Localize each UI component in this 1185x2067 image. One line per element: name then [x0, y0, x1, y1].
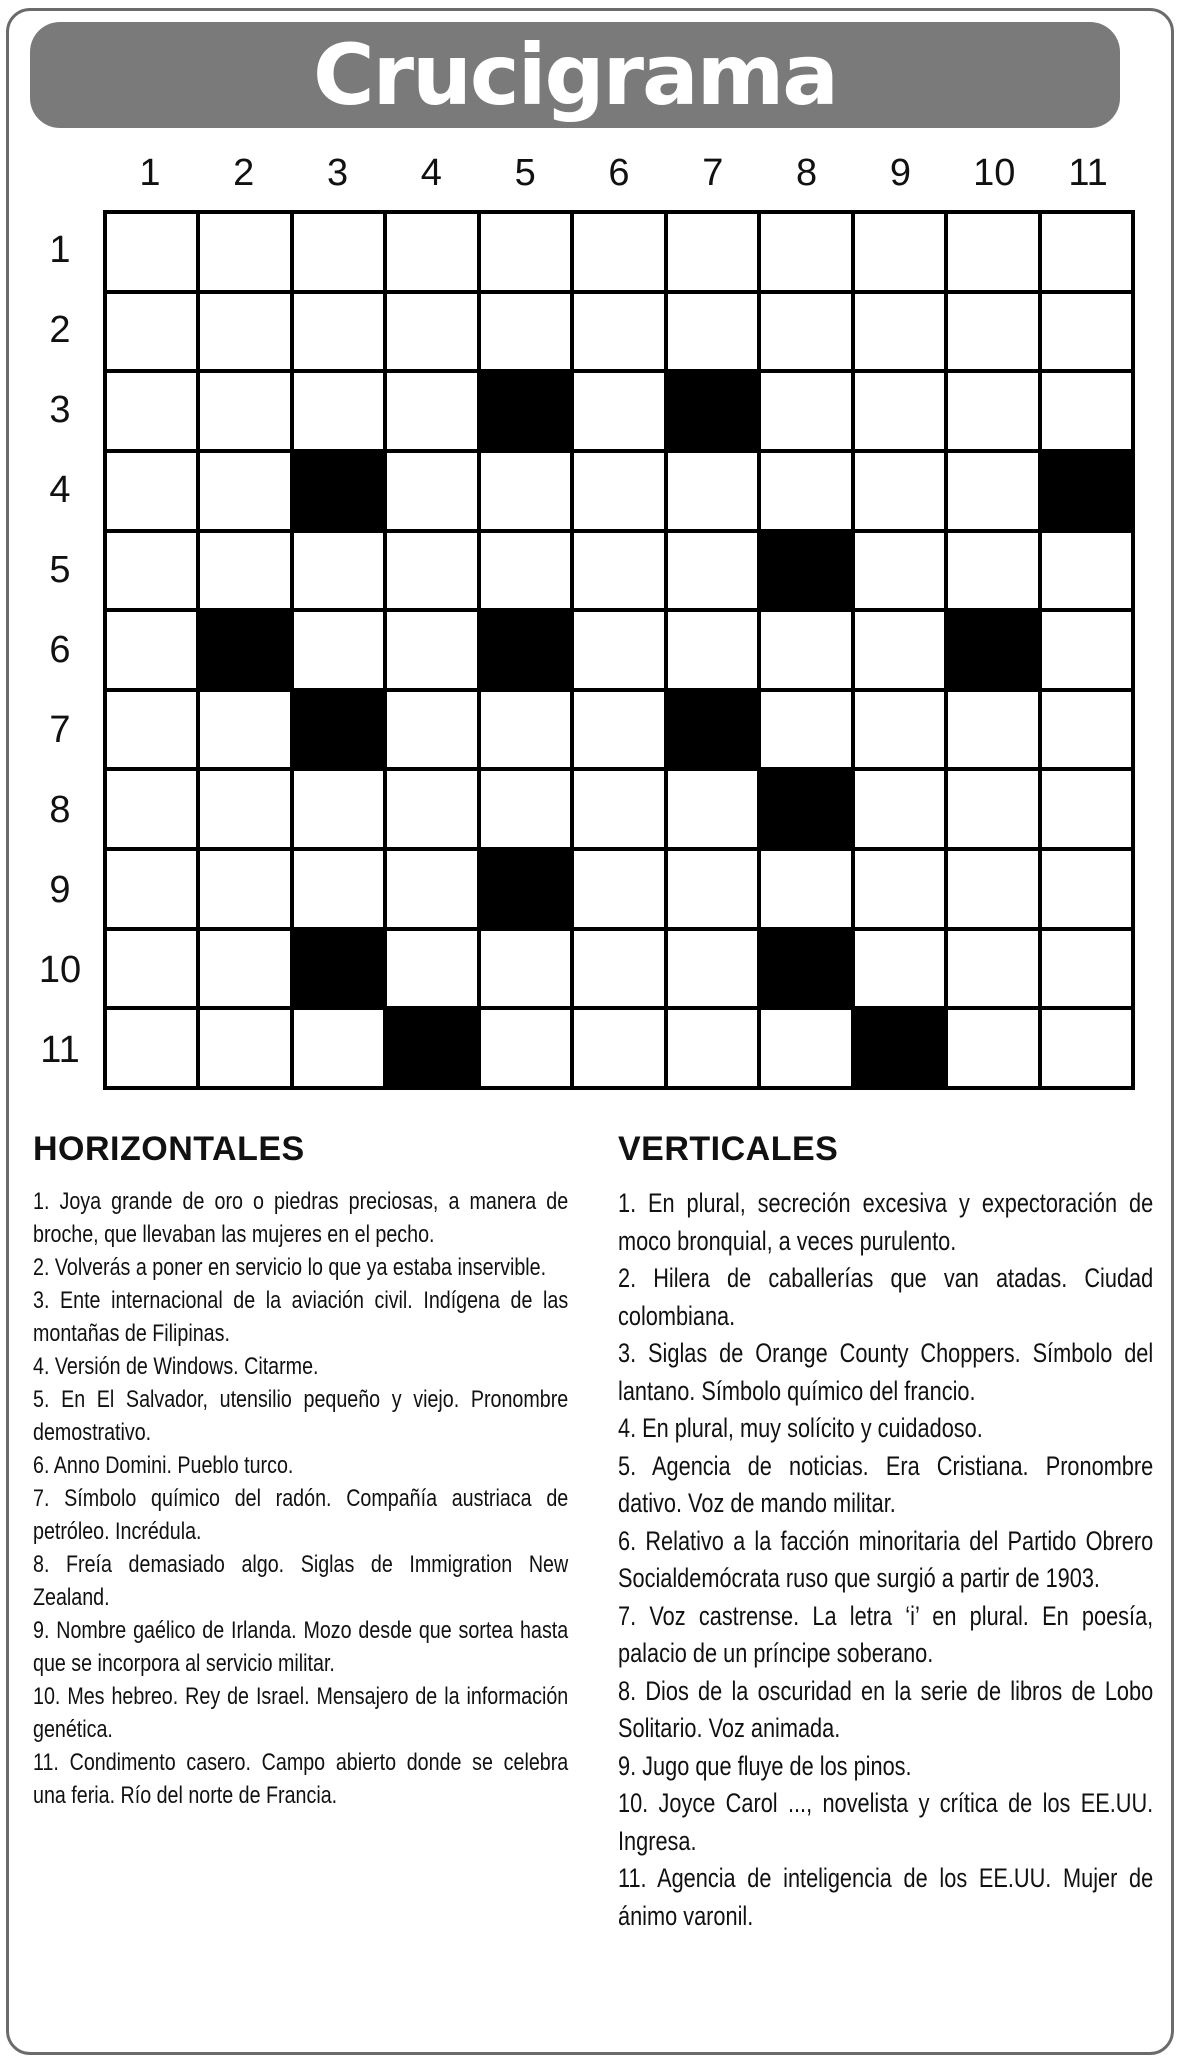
column-number: 6: [608, 152, 630, 194]
black-cell: [481, 612, 570, 688]
clue-item: 10. Joyce Carol ..., novelista y crítica de los EE.UU. Ingresa.: [618, 1788, 1154, 1856]
black-cell: [200, 612, 289, 688]
verticales-heading: VERTICALES: [618, 1130, 839, 1168]
letter-cell[interactable]: [481, 453, 570, 529]
clue-item: 4. Versión de Windows. Citarme.: [33, 1353, 319, 1380]
black-cell: [294, 931, 383, 1007]
letter-cell[interactable]: [294, 294, 383, 370]
letter-cell[interactable]: [294, 771, 383, 847]
column-number: 10: [973, 152, 1016, 194]
letter-cell[interactable]: [574, 214, 663, 290]
letter-cell[interactable]: [294, 373, 383, 449]
letter-cell[interactable]: [855, 294, 944, 370]
letter-cell[interactable]: [387, 214, 476, 290]
letter-cell[interactable]: [107, 373, 196, 449]
row-number: 8: [49, 789, 71, 831]
clue-item: 2. Volverás a poner en servicio lo que ya estaba inservible.: [33, 1254, 547, 1281]
letter-cell[interactable]: [387, 771, 476, 847]
letter-cell[interactable]: [1042, 533, 1131, 609]
column-number: 1: [139, 152, 161, 194]
letter-cell[interactable]: [574, 533, 663, 609]
letter-cell[interactable]: [107, 294, 196, 370]
letter-cell[interactable]: [107, 453, 196, 529]
black-cell: [294, 692, 383, 768]
letter-cell[interactable]: [668, 851, 757, 927]
crossword-grid: [103, 210, 1135, 1090]
letter-cell[interactable]: [574, 373, 663, 449]
letter-cell[interactable]: [200, 771, 289, 847]
column-number: 2: [233, 152, 255, 194]
black-cell: [668, 692, 757, 768]
row-number: 10: [38, 949, 82, 991]
column-number: 11: [1068, 152, 1108, 194]
letter-cell[interactable]: [387, 373, 476, 449]
letter-cell[interactable]: [761, 851, 850, 927]
letter-cell[interactable]: [200, 851, 289, 927]
clue-item: 6. Anno Domini. Pueblo turco.: [33, 1452, 294, 1479]
letter-cell[interactable]: [200, 373, 289, 449]
page-title: Crucigrama: [313, 26, 837, 124]
letter-cell[interactable]: [855, 771, 944, 847]
letter-cell[interactable]: [948, 294, 1037, 370]
letter-cell[interactable]: [668, 294, 757, 370]
letter-cell[interactable]: [200, 453, 289, 529]
letter-cell[interactable]: [200, 1010, 289, 1086]
column-number: 8: [796, 152, 818, 194]
letter-cell[interactable]: [200, 533, 289, 609]
letter-cell[interactable]: [574, 692, 663, 768]
letter-cell[interactable]: [200, 214, 289, 290]
letter-cell[interactable]: [1042, 214, 1131, 290]
letter-cell[interactable]: [1042, 294, 1131, 370]
letter-cell[interactable]: [387, 692, 476, 768]
black-cell: [668, 373, 757, 449]
letter-cell[interactable]: [761, 692, 850, 768]
column-number: 9: [889, 152, 912, 194]
letter-cell[interactable]: [948, 851, 1037, 927]
letter-cell[interactable]: [948, 931, 1037, 1007]
letter-cell[interactable]: [761, 294, 850, 370]
letter-cell[interactable]: [294, 1010, 383, 1086]
letter-cell[interactable]: [387, 612, 476, 688]
clue-item: 8. Freía demasiado algo. Siglas de Immigration New Zealand.: [33, 1551, 569, 1611]
black-cell: [1042, 453, 1131, 529]
letter-cell[interactable]: [855, 692, 944, 768]
letter-cell[interactable]: [948, 771, 1037, 847]
letter-cell[interactable]: [481, 294, 570, 370]
clue-item: 6. Relativo a la facción minoritaria del Partido Obrero Socialdemócrata ruso que surgió a partir de 1903.: [618, 1525, 1154, 1593]
letter-cell[interactable]: [761, 373, 850, 449]
clue-item: 10. Mes hebreo. Rey de Israel. Mensajero de la información genética.: [33, 1683, 569, 1743]
letter-cell[interactable]: [294, 851, 383, 927]
letter-cell[interactable]: [668, 612, 757, 688]
letter-cell[interactable]: [387, 533, 476, 609]
clue-item: 1. Joya grande de oro o piedras preciosas, a manera de broche, que llevaban las mujeres en el pecho.: [33, 1188, 569, 1248]
letter-cell[interactable]: [668, 533, 757, 609]
row-number: 1: [49, 229, 71, 271]
letter-cell[interactable]: [574, 851, 663, 927]
clue-item: 1. En plural, secreción excesiva y expectoración de moco bronquial, a veces purulento.: [618, 1188, 1154, 1256]
black-cell: [855, 1010, 944, 1086]
letter-cell[interactable]: [574, 453, 663, 529]
letter-cell[interactable]: [1042, 612, 1131, 688]
letter-cell[interactable]: [294, 533, 383, 609]
letter-cell[interactable]: [855, 931, 944, 1007]
letter-cell[interactable]: [668, 214, 757, 290]
letter-cell[interactable]: [1042, 851, 1131, 927]
letter-cell[interactable]: [294, 214, 383, 290]
black-cell: [761, 931, 850, 1007]
letter-cell[interactable]: [1042, 1010, 1131, 1086]
letter-cell[interactable]: [200, 931, 289, 1007]
black-cell: [387, 1010, 476, 1086]
letter-cell[interactable]: [200, 692, 289, 768]
letter-cell[interactable]: [668, 771, 757, 847]
row-number: 5: [49, 549, 71, 591]
column-number: 3: [326, 152, 349, 194]
letter-cell[interactable]: [761, 1010, 850, 1086]
letter-cell[interactable]: [855, 533, 944, 609]
letter-cell[interactable]: [107, 1010, 196, 1086]
column-number: 4: [420, 152, 442, 194]
column-number: 7: [702, 152, 724, 194]
letter-cell[interactable]: [107, 851, 196, 927]
letter-cell[interactable]: [948, 373, 1037, 449]
clue-item: 7. Símbolo químico del radón. Compañía austriaca de petróleo. Incrédula.: [33, 1485, 569, 1545]
row-number: 2: [49, 309, 71, 351]
clue-item: 3. Ente internacional de la aviación civil. Indígena de las montañas de Filipinas.: [33, 1287, 569, 1347]
row-number: 9: [49, 869, 71, 911]
letter-cell[interactable]: [387, 931, 476, 1007]
letter-cell[interactable]: [107, 771, 196, 847]
letter-cell[interactable]: [574, 1010, 663, 1086]
clue-item: 9. Jugo que fluye de los pinos.: [618, 1750, 912, 1781]
letter-cell[interactable]: [855, 453, 944, 529]
letter-cell[interactable]: [761, 214, 850, 290]
black-cell: [761, 533, 850, 609]
letter-cell[interactable]: [481, 1010, 570, 1086]
letter-cell[interactable]: [481, 533, 570, 609]
letter-cell[interactable]: [948, 453, 1037, 529]
horizontales-section: [33, 1130, 568, 1812]
letter-cell[interactable]: [107, 612, 196, 688]
letter-cell[interactable]: [574, 931, 663, 1007]
letter-cell[interactable]: [668, 1010, 757, 1086]
black-cell: [481, 851, 570, 927]
letter-cell[interactable]: [481, 692, 570, 768]
letter-cell[interactable]: [387, 851, 476, 927]
letter-cell[interactable]: [107, 692, 196, 768]
verticales-list: [618, 1185, 1153, 1935]
letter-cell[interactable]: [761, 453, 850, 529]
letter-cell[interactable]: [855, 612, 944, 688]
letter-cell[interactable]: [481, 771, 570, 847]
clue-item: 3. Siglas de Orange County Choppers. Símbolo del lantano. Símbolo químico del francio.: [618, 1338, 1154, 1406]
clue-item: 4. En plural, muy solícito y cuidadoso.: [618, 1413, 983, 1443]
letter-cell[interactable]: [1042, 771, 1131, 847]
letter-cell[interactable]: [855, 373, 944, 449]
letter-cell[interactable]: [481, 214, 570, 290]
letter-cell[interactable]: [387, 453, 476, 529]
clue-item: 11. Condimento casero. Campo abierto donde se celebra una feria. Río del norte de Francia.: [33, 1749, 569, 1809]
letter-cell[interactable]: [1042, 692, 1131, 768]
clue-item: 5. Agencia de noticias. Era Cristiana. Pronombre dativo. Voz de mando militar.: [618, 1450, 1154, 1518]
letter-cell[interactable]: [294, 612, 383, 688]
letter-cell[interactable]: [574, 612, 663, 688]
column-numbers: [103, 148, 1135, 198]
clue-item: 2. Hilera de caballerías que van atadas. Ciudad colombiana.: [618, 1263, 1154, 1331]
letter-cell[interactable]: [107, 533, 196, 609]
row-number: 7: [49, 709, 71, 751]
letter-cell[interactable]: [948, 214, 1037, 290]
letter-cell[interactable]: [948, 533, 1037, 609]
black-cell: [481, 373, 570, 449]
letter-cell[interactable]: [948, 692, 1037, 768]
row-number: 6: [49, 629, 71, 671]
letter-cell[interactable]: [948, 1010, 1037, 1086]
clue-item: 7. Voz castrense. La letra ‘i’ en plural. En poesía, palacio de un príncipe soberano.: [618, 1600, 1154, 1668]
letter-cell[interactable]: [107, 931, 196, 1007]
clue-item: 9. Nombre gaélico de Irlanda. Mozo desde que sortea hasta que se incorpora al servicio militar.: [33, 1617, 569, 1677]
letter-cell[interactable]: [1042, 931, 1131, 1007]
black-cell: [294, 453, 383, 529]
horizontales-list: [33, 1185, 568, 1812]
title-banner: [30, 22, 1120, 128]
letter-cell[interactable]: [668, 931, 757, 1007]
letter-cell[interactable]: [574, 294, 663, 370]
row-number: 4: [49, 469, 71, 511]
letter-cell[interactable]: [761, 612, 850, 688]
black-cell: [761, 771, 850, 847]
column-number: 5: [514, 152, 536, 194]
letter-cell[interactable]: [855, 214, 944, 290]
letter-cell[interactable]: [387, 294, 476, 370]
letter-cell[interactable]: [855, 851, 944, 927]
letter-cell[interactable]: [1042, 373, 1131, 449]
black-cell: [948, 612, 1037, 688]
clue-item: 11. Agencia de inteligencia de los EE.UU. Mujer de ánimo varonil.: [618, 1863, 1154, 1931]
row-number: 3: [49, 389, 71, 431]
letter-cell[interactable]: [200, 294, 289, 370]
row-number: 11: [40, 1029, 80, 1071]
letter-cell[interactable]: [107, 214, 196, 290]
row-numbers: [30, 210, 100, 1090]
clue-item: 5. En El Salvador, utensilio pequeño y viejo. Pronombre demostrativo.: [33, 1386, 569, 1446]
horizontales-heading: HORIZONTALES: [33, 1130, 305, 1168]
letter-cell[interactable]: [481, 931, 570, 1007]
verticales-section: [618, 1130, 1153, 1935]
letter-cell[interactable]: [574, 771, 663, 847]
clue-item: 8. Dios de la oscuridad en la serie de libros de Lobo Solitario. Voz animada.: [618, 1675, 1154, 1743]
letter-cell[interactable]: [668, 453, 757, 529]
